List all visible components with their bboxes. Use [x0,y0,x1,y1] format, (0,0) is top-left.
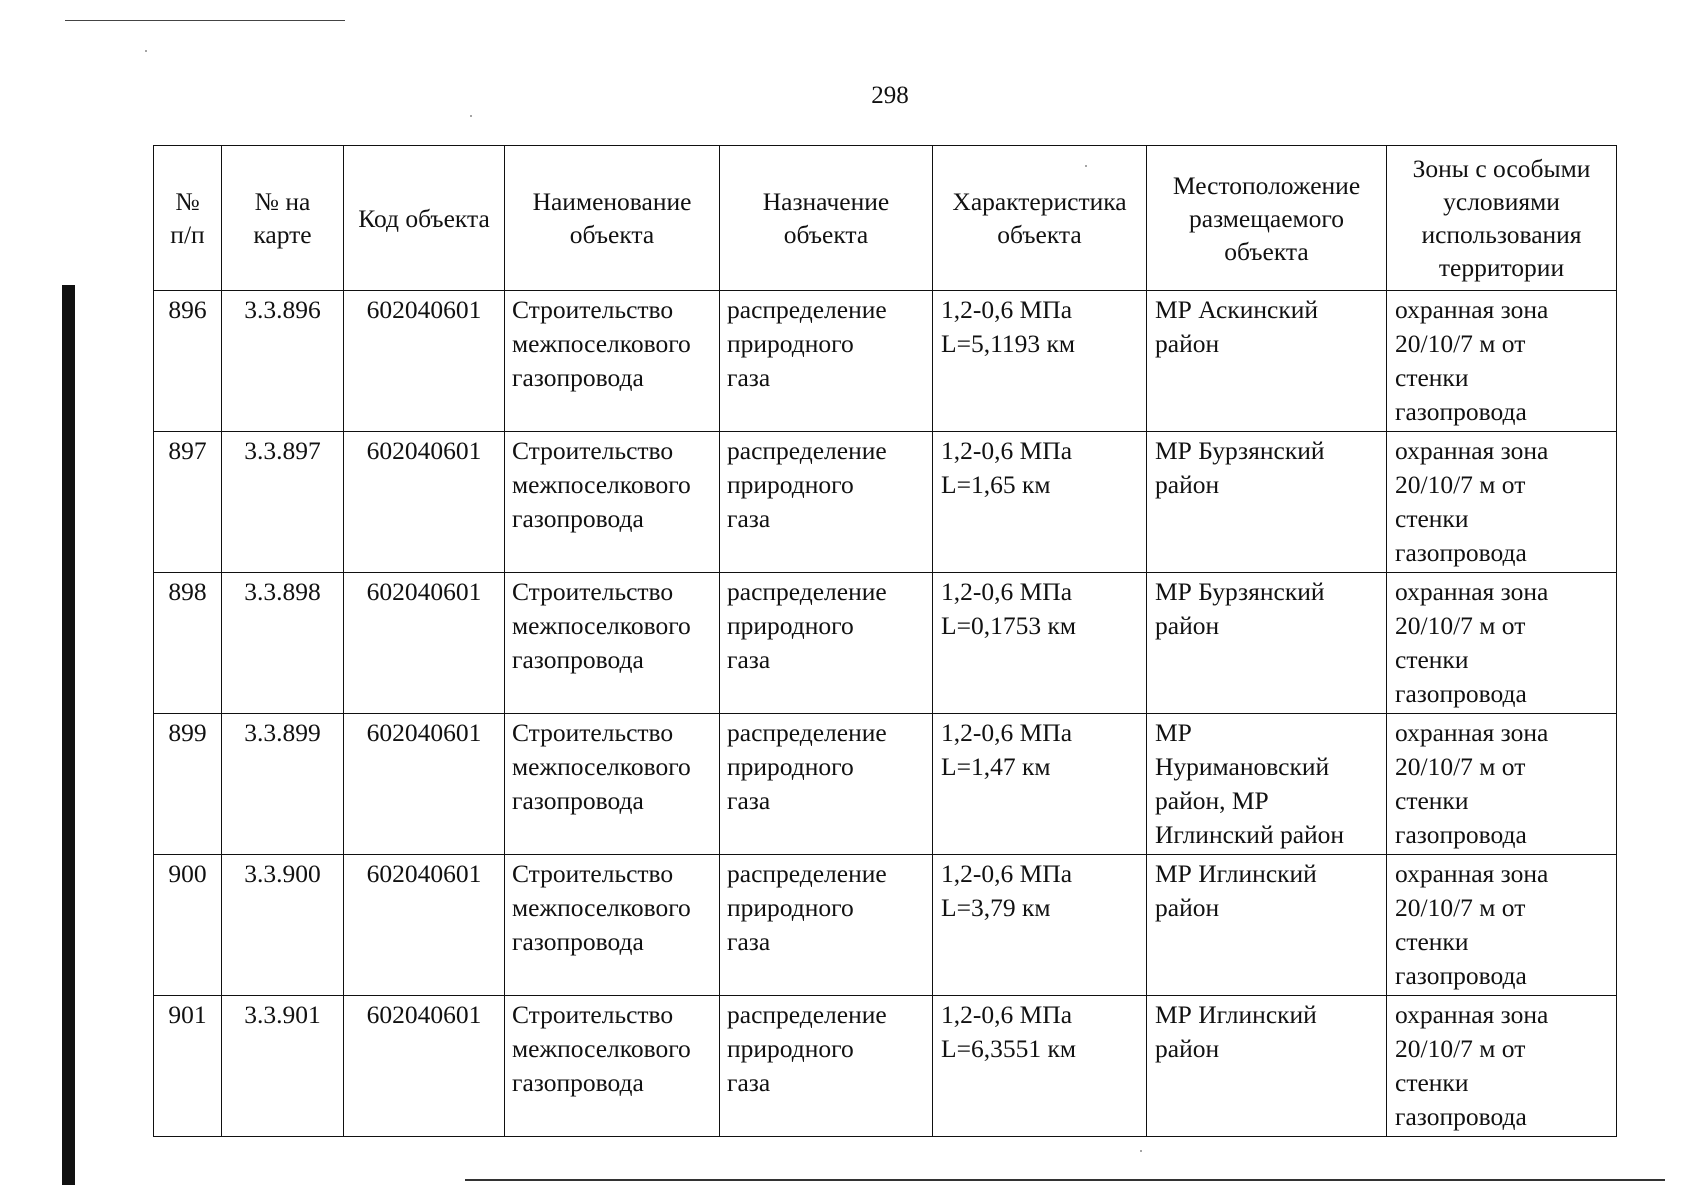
cell-text-line: стенки [1395,786,1469,815]
cell-text-line: газопровода [512,363,644,392]
cell-text-line: 1,2-0,6 МПа [941,859,1073,888]
object-name-cell [505,291,720,432]
cell-text-line: охранная зона [1395,295,1549,324]
cell-text-line: природного [727,893,854,922]
cell-text-line: газа [727,786,771,815]
cell-text-line: L=0,1753 км [941,611,1076,640]
object-location-cell [1147,714,1387,855]
header-number [154,146,222,291]
object-name-cell [505,432,720,573]
map-number-cell: 3.3.901 [222,996,344,1137]
cell-text-line: район [1155,611,1220,640]
cell-text-line: природного [727,329,854,358]
cell-text-line: МР Иглинский [1155,1000,1317,1029]
header-text-line: объекта [997,220,1082,249]
header-text-line: Назначение [762,187,890,216]
cell-text-line: Строительство [512,436,674,465]
map-number-cell: 3.3.897 [222,432,344,573]
object-location-cell [1147,855,1387,996]
header-text-line: Местоположение [1172,170,1361,200]
cell-text-line: газопровода [512,1068,644,1097]
cell-text-line: район [1155,1034,1220,1063]
row-number-cell: 896 [154,291,222,432]
object-spec-cell [933,432,1147,573]
cell-text-line: МР [1155,718,1192,747]
row-number-cell: 901 [154,996,222,1137]
cell-text-line: охранная зона [1395,1000,1549,1029]
cell-text-line: распределение [727,718,887,747]
table-row [154,714,1617,855]
header-object-spec [933,146,1147,291]
cell-text-line: стенки [1395,363,1469,392]
cell-text-line: газопровода [512,786,644,815]
table-body [154,291,1617,1137]
cell-text-line: газа [727,1068,771,1097]
cell-text-line: МР Бурзянский [1155,436,1325,465]
cell-text-line: Строительство [512,577,674,606]
header-text-line: территории [1438,253,1565,282]
row-number-cell: 899 [154,714,222,855]
special-zone-cell [1387,855,1617,996]
header-text-line: карте [253,220,312,249]
cell-text-line: Строительство [512,859,674,888]
map-number-cell: 3.3.899 [222,714,344,855]
cell-text-line: охранная зона [1395,859,1549,888]
header-text-line: Зоны с особыми [1412,154,1591,183]
header-text-line: использования [1421,220,1582,249]
cell-text-line: район [1155,470,1220,499]
object-spec-cell [933,996,1147,1137]
object-spec-cell [933,573,1147,714]
cell-text-line: охранная зона [1395,718,1549,747]
cell-text-line: межпоселкового [512,1034,691,1063]
cell-text-line: газопровода [1395,961,1527,990]
table-row [154,291,1617,432]
cell-text-line: 20/10/7 м от [1395,611,1526,640]
page-number: 298 [871,82,909,109]
object-code-cell: 602040601 [344,432,505,573]
scan-speck [145,50,147,52]
cell-text-line: межпоселкового [512,752,691,781]
header-object-name [505,146,720,291]
cell-text-line: L=3,79 км [941,893,1051,922]
cell-text-line: район, МР [1155,786,1269,815]
object-purpose-cell [720,291,933,432]
header-text-line: Наименование [532,187,692,216]
cell-text-line: 20/10/7 м от [1395,752,1526,781]
cell-text-line: 1,2-0,6 МПа [941,436,1073,465]
cell-text-line: район [1155,893,1220,922]
table-header [154,146,1617,291]
object-location-cell [1147,291,1387,432]
top-rule [65,20,345,21]
cell-text-line: распределение [727,295,887,324]
object-code-cell: 602040601 [344,291,505,432]
cell-text-line: межпоселкового [512,611,691,640]
cell-text-line: газопровода [512,504,644,533]
object-purpose-cell [720,432,933,573]
objects-table [153,145,1617,1137]
cell-text-line: газопровода [1395,397,1527,426]
cell-text-line: 1,2-0,6 МПа [941,718,1073,747]
object-name-cell [505,855,720,996]
object-spec-cell [933,714,1147,855]
cell-text-line: распределение [727,1000,887,1029]
header-text-line: Характеристика [952,187,1127,216]
cell-text-line: охранная зона [1395,577,1549,606]
cell-text-line: стенки [1395,645,1469,674]
object-code-cell: 602040601 [344,996,505,1137]
object-location-cell [1147,432,1387,573]
object-name-cell [505,996,720,1137]
header-text-line: Код объекта [358,203,490,233]
map-number-cell: 3.3.898 [222,573,344,714]
cell-text-line: Нуримановский [1155,752,1330,781]
scan-speck [1140,1150,1142,1152]
header-object-purpose [720,146,933,291]
cell-text-line: Строительство [512,295,674,324]
cell-text-line: охранная зона [1395,436,1549,465]
header-text-line: п/п [170,220,205,249]
object-purpose-cell [720,714,933,855]
map-number-cell: 3.3.900 [222,855,344,996]
cell-text-line: МР Бурзянский [1155,577,1325,606]
cell-text-line: стенки [1395,1068,1469,1097]
header-text-line: № [175,187,200,216]
cell-text-line: газа [727,363,771,392]
object-spec-cell [933,855,1147,996]
cell-text-line: МР Иглинский [1155,859,1317,888]
cell-text-line: район [1155,329,1220,358]
cell-text-line: межпоселкового [512,329,691,358]
special-zone-cell [1387,573,1617,714]
object-code-cell: 602040601 [344,573,505,714]
special-zone-cell [1387,432,1617,573]
table-row [154,573,1617,714]
object-code-cell: 602040601 [344,714,505,855]
scan-edge-shadow [62,285,75,1185]
header-text-line: условиями [1443,187,1560,216]
cell-text-line: распределение [727,577,887,606]
cell-text-line: Иглинский район [1155,820,1345,849]
cell-text-line: газопровода [512,927,644,956]
header-row [154,146,1617,291]
cell-text-line: Строительство [512,1000,674,1029]
map-number-cell: 3.3.896 [222,291,344,432]
object-name-cell [505,714,720,855]
cell-text-line: 1,2-0,6 МПа [941,577,1073,606]
cell-text-line: газопровода [1395,538,1527,567]
cell-text-line: распределение [727,859,887,888]
cell-text-line: природного [727,1034,854,1063]
header-text-line: размещаемого [1189,203,1344,233]
object-location-cell [1147,573,1387,714]
row-number-cell: 897 [154,432,222,573]
special-zone-cell [1387,291,1617,432]
cell-text-line: Строительство [512,718,674,747]
cell-text-line: природного [727,752,854,781]
special-zone-cell [1387,996,1617,1137]
header-map-number [222,146,344,291]
row-number-cell: 900 [154,855,222,996]
table-row [154,996,1617,1137]
header-object-code [344,146,505,291]
row-number-cell: 898 [154,573,222,714]
cell-text-line: 1,2-0,6 МПа [941,295,1073,324]
cell-text-line: газопровода [512,645,644,674]
cell-text-line: L=5,1193 км [941,329,1076,358]
object-purpose-cell [720,996,933,1137]
cell-text-line: газопровода [1395,1102,1527,1131]
header-text-line: объекта [783,220,869,249]
cell-text-line: газа [727,645,771,674]
object-spec-cell [933,291,1147,432]
cell-text-line: стенки [1395,504,1469,533]
cell-text-line: газопровода [1395,820,1527,849]
header-text-line: № на [254,187,311,216]
cell-text-line: межпоселкового [512,470,691,499]
cell-text-line: стенки [1395,927,1469,956]
header-special-zones [1387,146,1617,291]
object-purpose-cell [720,855,933,996]
object-code-cell: 602040601 [344,855,505,996]
header-text-line: объекта [1224,236,1309,266]
special-zone-cell [1387,714,1617,855]
scan-speck [470,115,472,117]
cell-text-line: газа [727,504,771,533]
cell-text-line: L=1,47 км [941,752,1051,781]
table-row [154,432,1617,573]
cell-text-line: природного [727,470,854,499]
cell-text-line: МР Аскинский [1155,295,1319,324]
cell-text-line: природного [727,611,854,640]
object-purpose-cell [720,573,933,714]
cell-text-line: 20/10/7 м от [1395,470,1526,499]
header-text-line: объекта [569,220,655,249]
cell-text-line: L=1,65 км [941,470,1051,499]
cell-text-line: 1,2-0,6 МПа [941,1000,1073,1029]
cell-text-line: распределение [727,436,887,465]
cell-text-line: межпоселкового [512,893,691,922]
cell-text-line: L=6,3551 км [941,1034,1076,1063]
cell-text-line: 20/10/7 м от [1395,893,1526,922]
object-name-cell [505,573,720,714]
cell-text-line: газопровода [1395,679,1527,708]
object-location-cell [1147,996,1387,1137]
cell-text-line: 20/10/7 м от [1395,329,1526,358]
table-row [154,855,1617,996]
bottom-rule [465,1179,1665,1181]
header-object-location [1147,146,1387,291]
cell-text-line: газа [727,927,771,956]
cell-text-line: 20/10/7 м от [1395,1034,1526,1063]
